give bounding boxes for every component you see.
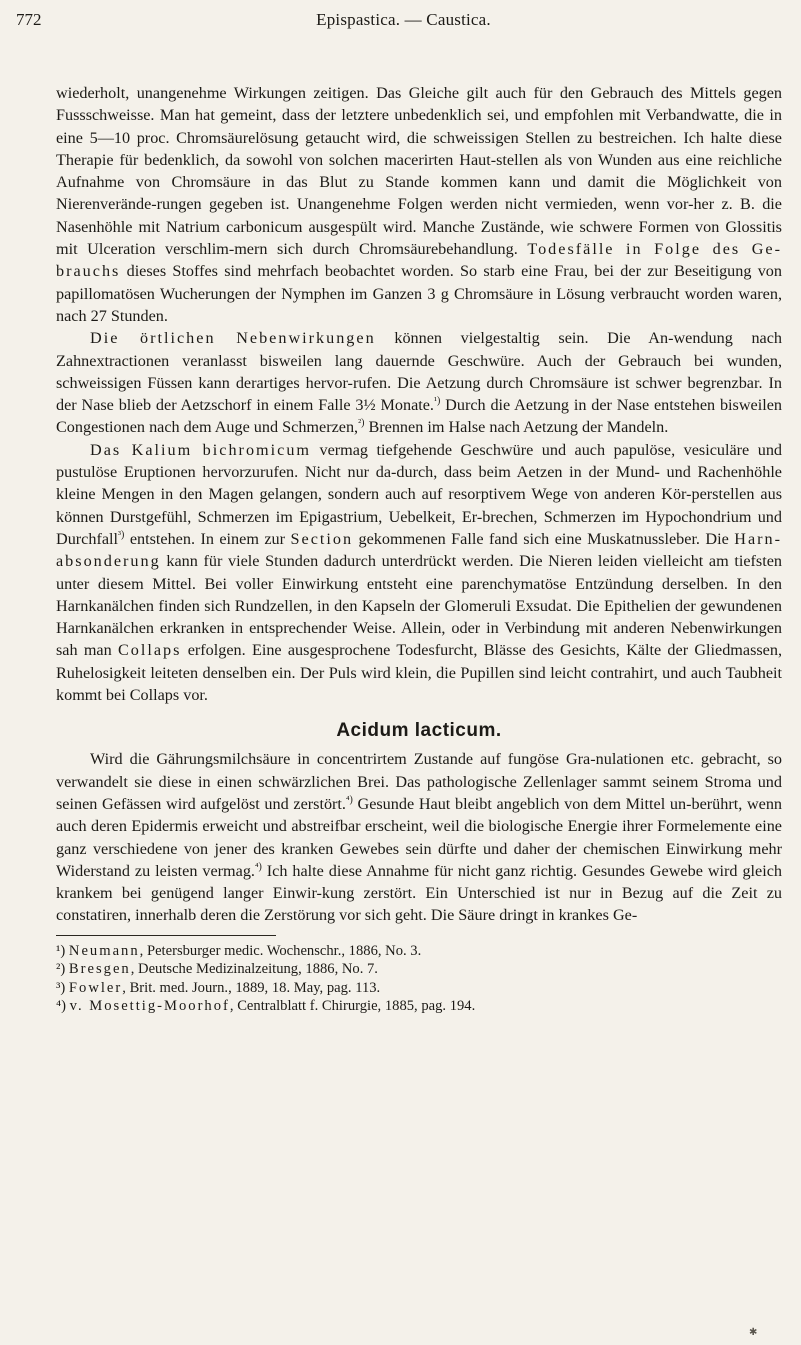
footnote-ref: ⁴) xyxy=(345,794,353,806)
footnote-author: v. Mosettig-Moorhof xyxy=(69,998,230,1015)
running-title: Epispastica. — Caustica. xyxy=(316,10,491,29)
section-heading: Acidum lacticum. xyxy=(336,720,502,742)
footnote-ref: ²) xyxy=(358,418,365,430)
paragraph-2: Die örtlichen Nebenwirkungen können vielgestaltig sein. Die An-wendung nach Zahnextractionen veranlasst bisweilen lang dauernde Geschwüre. Auch der Gebrauch bei wunden, schweissigen Füssen kann derartiges hervor-rufen. Die Aetzung durch Chromsäure ist schwer begrenzbar. In der Nase blieb der Aetzschorf in einem Falle 3½ Monate.$^{^1)}$ Durch die Aetzung in der Nase entstehen bisweilen Congestionen nach dem Auge und Schmerzen,$^{^2)}$ Brennen im Halse nach Aetzung der Mandeln. xyxy=(56,329,783,437)
footnote-ref: ³) xyxy=(118,529,125,541)
running-header xyxy=(16,6,791,34)
footnote-author: Bresgen xyxy=(68,961,131,978)
main-text xyxy=(56,82,782,1016)
footnote-4: ⁴) v. Mosettig-Moorhof, Centralblatt f. Chirurgie, 1885, pag. 194. xyxy=(56,998,476,1015)
spaced-emphasis: Die örtlichen Nebenwirkungen xyxy=(90,329,376,348)
footnote-2: ²) Bresgen, Deutsche Medizinalzeitung, 1886, No. 7. xyxy=(56,961,378,978)
spaced-emphasis: Das Kalium bichromicum xyxy=(90,440,311,459)
spaced-emphasis: Collaps xyxy=(117,641,182,660)
footnote-ref: ⁴) xyxy=(254,861,262,873)
spaced-emphasis: Todesfälle in Folge des Ge-brauchs xyxy=(56,240,782,281)
paragraph-1: wiederholt, unangenehme Wirkungen zeitigen. Das Gleiche gilt auch für den Gebrauch des Mittels gegen Fussschweisse. Man hat gemeint, dass der letztere unbedenklich sei, und empfohlen mit Verbandwatte, die in eine 5—10 proc. Chromsäurelösung getaucht wird, die schweissigen Stellen zu bestreichen. Ich halte diese Therapie für bedenklich, da sowohl von solchen macerirten Haut-stellen als von Wunden aus eine reichliche Aufnahme von Chromsäure in das Blut zu Stande kommen kann und damit die Möglichkeit von Nierenverände-rungen gegeben ist. Unangenehme Folgen werden nicht vermieden, wenn vor-her z. B. die Nasenhöhle mit Natrium carbonicum ausgespült wird. Manche Zustände, wie schwere Formen von Glossitis mit Ulceration verschlim-mern sich durch Chromsäurebehandlung. Todesfälle in Folge des Ge-brauchs dieses Stoffes sind mehrfach beobachtet worden. So starb eine Frau, bei der zur Beseitigung von papillomatösen Wucherungen der Nymphen im Ganzen 3 g Chromsäure in Lösung verbraucht worden waren, nach 27 Stunden. xyxy=(56,84,782,325)
footnote-3: ³) Fowler, Brit. med. Journ., 1889, 18. May, pag. 113. xyxy=(56,979,381,996)
footnote-divider xyxy=(56,935,276,936)
spaced-emphasis: Harn-absonderung xyxy=(56,529,783,571)
footnote-author: Fowler xyxy=(68,979,123,996)
paragraph-3: Das Kalium bichromicum vermag tiefgehende Geschwüre und auch papulöse, vesiculäre und pustulöse Eruptionen hervorzurufen. Nicht nur da-durch, dass beim Aetzen in der Mund- und Rachenhöhle kleine Mengen in den Magen gelangen, sondern auch auf resorptivem Wege von anderen Kör-perstellen aus können Durstgefühl, Schmerzen im Epigastrium, Uebelkeit, Er-brechen, Schmerzen im Hypochondrium und Durchfall$^{^3)}$ entstehen. In einem zur Section gekommenen Falle fand sich eine Muskatnussleber. Die Harn-absonderung kann für viele Stunden dadurch unterdrückt werden. Die Nieren leiden vielleicht am tiefsten unter diesem Mittel. Bei voller Einwirkung entsteht eine parenchymatöse Entzündung derselben. In den Harnkanälchen finden sich Rundzellen, in den Kapseln der Glomeruli Exsudat. Die Epithelien der gewundenen Harnkanälchen erkranken in entsprechender Weise. Allein, oder in Verbindung mit anderen Nebenwirkungen sah man Collaps erfolgen. Eine ausgesprochene Todesfurcht, Blässe des Gesichts, Kälte der Gliedmassen, Ruhelosigkeit leiteten denselben ein. Der Puls wird klein, die Pupillen sind leicht contrahirt, und auch Taubheit kommt bei Collaps vor. xyxy=(56,440,783,705)
paragraph-4: Wird die Gährungsmilchsäure in concentrirtem Zustande auf fungöse Gra-nulationen etc. gebracht, so verwandelt sie diese in einen schwärzlichen Brei. Das pathologische Zellenlager sammt seinem Stroma und seinen Gefässen wird aufgelöst und zerstört.$^{^4)}$ Gesunde Haut bleibt angeblich von dem Mittel un-berührt, wenn auch deren Epidermis erweicht und abstreifbar erscheint, weil die biologische Energie ihrer Formelemente eine ganz verschiedene von jener des kranken Gewebes sein dürfte und daher der chemischen Einwirkung mehr Widerstand zu leisten vermag.$^{^4)}$ Ich halte diese Annahme für nicht ganz richtig. Gesundes Gewebe wird gleich krankem bei genügend langer Einwir-kung zerstört. Ein Unterschied ist nur in Bezug auf die Zeit zu constatiren, innerhalb deren die Zerstörung vor sich geht. Die Säure dringt in krankes Ge- xyxy=(56,750,783,925)
footnote-ref: ¹) xyxy=(433,395,441,407)
spaced-emphasis: Section xyxy=(290,529,354,548)
footnote-author: Neumann xyxy=(68,942,140,959)
page-number: 772 xyxy=(16,10,42,29)
footnote-1: ¹) Neumann, Petersburger medic. Wochenschr., 1886, No. 3. xyxy=(56,942,422,959)
stray-print-mark: ✱ xyxy=(749,1327,758,1338)
